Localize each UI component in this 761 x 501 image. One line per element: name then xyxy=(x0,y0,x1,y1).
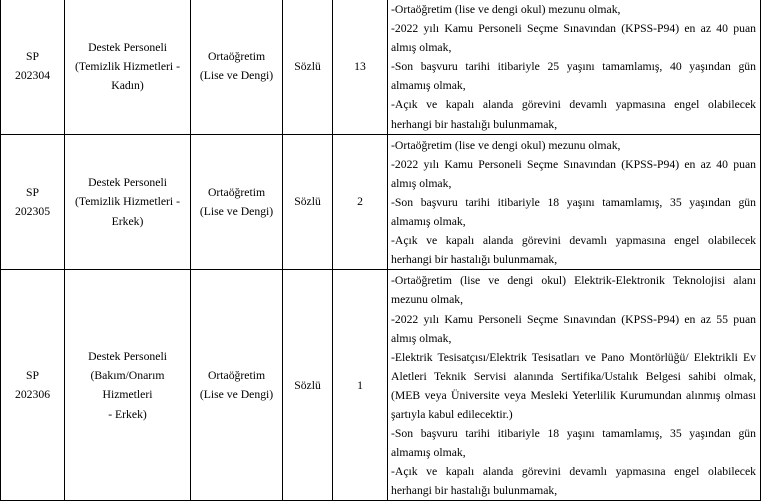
position-title-line: Erkek) xyxy=(111,214,144,228)
requirement-line: mezunu olmak, xyxy=(391,293,464,307)
requirement-line: almamış olmak, xyxy=(391,79,466,93)
requirement-line: almamış olmak, xyxy=(391,446,466,460)
position-code-line: SP xyxy=(25,185,39,199)
position-code-cell xyxy=(1,0,65,134)
requirement-line: şartıyla kabul edilecektir.) xyxy=(391,407,513,421)
position-count-cell: 13 xyxy=(333,0,388,134)
position-count-cell: 2 xyxy=(333,134,388,270)
requirement-line: -2022 yılı Kamu Personeli Seçme Sınavından (KPSS-P94) en az 40 puan xyxy=(391,157,756,171)
position-title-line: Kadın) xyxy=(111,78,144,92)
position-title-line: (Temizlik Hizmetleri - xyxy=(75,195,180,209)
position-title-cell xyxy=(65,134,191,270)
requirement-line: -Elektrik Tesisatçısı/Elektrik Tesisatları ve Pano Montörlüğü/ Elektrikli Ev xyxy=(391,350,756,364)
position-title-cell xyxy=(65,0,191,134)
exam-type-cell: Sözlü xyxy=(283,134,333,270)
requirement-line: -Ortaöğretim (lise ve dengi okul) Elektrik-Elektronik Teknolojisi alanı xyxy=(391,274,756,288)
education-line: (Lise ve Dengi) xyxy=(199,204,274,218)
position-code-line: 202306 xyxy=(14,388,51,402)
position-code-line: 202304 xyxy=(14,69,51,83)
requirements-cell xyxy=(388,0,761,134)
requirement-line: almış olmak, xyxy=(391,331,452,345)
requirement-line: almış olmak, xyxy=(391,41,452,55)
position-code-line: SP xyxy=(25,50,39,64)
education-cell xyxy=(191,270,283,501)
education-line: Ortaöğretim xyxy=(207,185,266,199)
position-title-line: Destek Personeli xyxy=(88,40,167,54)
position-code-line: 202305 xyxy=(14,204,51,218)
education-line: (Lise ve Dengi) xyxy=(199,388,274,402)
requirement-line: almış olmak, xyxy=(391,176,452,190)
position-code-line: SP xyxy=(25,369,39,383)
exam-type-cell: Sözlü xyxy=(283,270,333,501)
requirement-line: -Son başvuru tarihi itibariyle 18 yaşını tamamlamış, 35 yaşından gün xyxy=(391,195,756,209)
position-title-line: Destek Personeli xyxy=(88,349,167,363)
requirement-line: Aletleri Teknik Servisi alanında Sertifika/Ustalık Belgesi sahibi olmak, xyxy=(391,369,756,383)
requirement-line: -Son başvuru tarihi itibariyle 25 yaşını tamamlamış, 40 yaşından gün xyxy=(391,60,756,74)
exam-type-cell: Sözlü xyxy=(283,0,333,134)
position-count-cell: 1 xyxy=(333,270,388,501)
requirement-line: herhangi bir hastalığı bulunmamak, xyxy=(391,117,558,131)
education-line: Ortaöğretim xyxy=(207,50,266,64)
requirements-cell xyxy=(388,270,761,501)
position-title-cell xyxy=(65,270,191,501)
position-title-line: - Erkek) xyxy=(108,407,147,421)
requirement-line: herhangi bir hastalığı bulunmamak, xyxy=(391,253,558,267)
requirement-line: -Açık ve kapalı alanda görevini devamlı yapmasına engel olabilecek xyxy=(391,98,756,112)
requirement-line: -Açık ve kapalı alanda görevini devamlı yapmasına engel olabilecek xyxy=(391,234,756,248)
table-row xyxy=(1,270,761,501)
requirement-line: -2022 yılı Kamu Personeli Seçme Sınavından (KPSS-P94) en az 40 puan xyxy=(391,22,756,36)
requirement-line: -Ortaöğretim (lise ve dengi okul) mezunu olmak, xyxy=(391,138,621,152)
position-code-cell xyxy=(1,270,65,501)
table-row xyxy=(1,134,761,270)
requirement-line: (MEB veya Üniversite veya Mesleki Yeterlilik Kurumundan alınmış olması xyxy=(391,388,756,402)
requirement-line: almamış olmak, xyxy=(391,215,466,229)
education-line: Ortaöğretim xyxy=(207,369,266,383)
position-code-cell xyxy=(1,134,65,270)
requirements-cell xyxy=(388,134,761,270)
requirement-line: -2022 yılı Kamu Personeli Seçme Sınavından (KPSS-P94) en az 55 puan xyxy=(391,312,756,326)
position-title-line: (Temizlik Hizmetleri - xyxy=(75,59,180,73)
education-cell xyxy=(191,134,283,270)
education-line: (Lise ve Dengi) xyxy=(199,69,274,83)
table-row xyxy=(1,0,761,134)
position-title-line: Destek Personeli xyxy=(88,176,167,190)
position-title-line: (Bakım/Onarım Hizmetleri xyxy=(90,369,165,402)
requirement-line: herhangi bir hastalığı bulunmamak, xyxy=(391,484,558,498)
education-cell xyxy=(191,0,283,134)
requirement-line: -Açık ve kapalı alanda görevini devamlı yapmasına engel olabilecek xyxy=(391,465,756,479)
requirement-line: -Ortaöğretim (lise ve dengi okul) mezunu olmak, xyxy=(391,3,621,16)
requirement-line: -Son başvuru tarihi itibariyle 18 yaşını tamamlamış, 35 yaşından gün xyxy=(391,427,756,441)
